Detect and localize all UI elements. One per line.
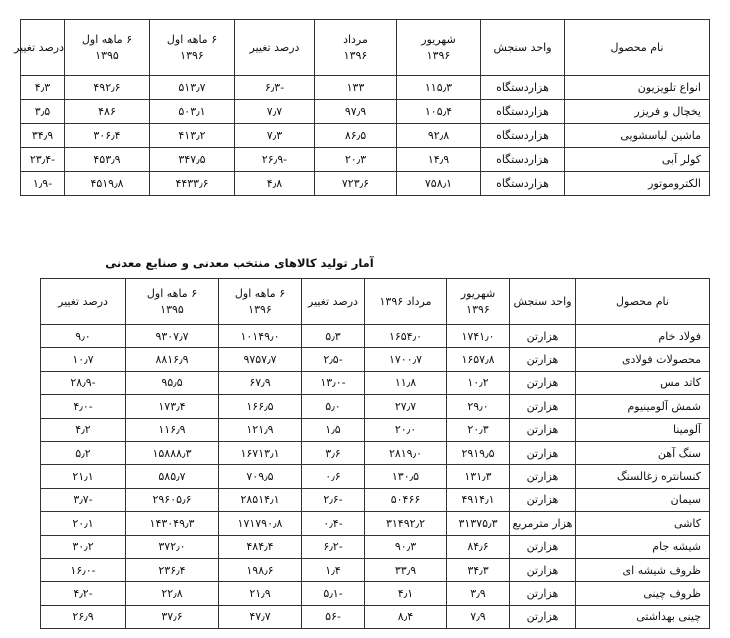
cell-change-six-month: ۹٫۰ [41,325,126,348]
cell-mordad: ۴٫۱ [365,582,447,605]
cell-six-month-1395: ۴۹۲٫۶ [65,76,150,100]
cell-change-six-month: ۱۰٫۷ [41,348,126,371]
cell-six-month-1396: ۳۴۷٫۵ [150,148,235,172]
header-line: ۱۳۹۶ [248,302,272,316]
cell-six-month-1396: ۴۴۳۳٫۶ [150,172,235,196]
cell-mordad: ۱۶۵۴٫۰ [365,325,447,348]
cell-mordad: ۲۰٫۳ [315,148,397,172]
cell-six-month-1396: ۱۹۸٫۶ [219,558,302,581]
cell-shahrivar: ۴۹۱۴٫۱ [447,488,510,511]
table-row [41,348,710,371]
header-line: ۱۳۹۶ [466,302,490,316]
table-row [41,371,710,394]
header-line: شهریور [421,32,456,46]
cell-change-six-month: -۲۳٫۴ [21,148,65,172]
cell-change-monthly: -۲٫۶ [302,488,365,511]
cell-mordad: ۱۳۰٫۵ [365,465,447,488]
header-unit: واحد سنجش [481,20,565,76]
cell-six-month-1396: ۲۱٫۹ [219,582,302,605]
cell-mordad: ۵۰۴۶۶ [365,488,447,511]
cell-product-name: محصولات فولادی [576,348,710,371]
cell-shahrivar: ۳٫۹ [447,582,510,605]
table-row [41,605,710,628]
cell-shahrivar: ۱۱۵٫۳ [397,76,481,100]
cell-change-monthly: ۷٫۳ [235,124,315,148]
cell-six-month-1396: ۱۶۷۱۳٫۱ [219,441,302,464]
cell-change-monthly: ۷٫۷ [235,100,315,124]
cell-six-month-1395: ۲۲٫۸ [126,582,219,605]
table-header-row [41,279,710,325]
cell-shahrivar: ۸۴٫۶ [447,535,510,558]
cell-product-name: شیشه جام [576,535,710,558]
cell-shahrivar: ۱۷۴۱٫۰ [447,325,510,348]
cell-shahrivar: ۱۶۵۷٫۸ [447,348,510,371]
cell-mordad: ۲۰٫۰ [365,418,447,441]
header-line: ۱۳۹۶ [180,48,204,62]
cell-six-month-1396: ۵۰۳٫۱ [150,100,235,124]
header-line: ۱۳۹۵ [160,302,184,316]
cell-change-six-month: -۴٫۲ [41,582,126,605]
cell-change-six-month: -۲۸٫۹ [41,371,126,394]
header-six-month-1396 [150,20,235,76]
header-six-month-1395 [65,20,150,76]
cell-shahrivar: ۱۰۵٫۴ [397,100,481,124]
cell-mordad: ۳۳٫۹ [365,558,447,581]
cell-six-month-1396: ۱۰۱۴۹٫۰ [219,325,302,348]
cell-change-six-month: ۴٫۲ [41,418,126,441]
cell-change-monthly: -۵٫۱ [302,582,365,605]
header-mordad [315,20,397,76]
cell-change-six-month: ۴٫۳ [21,76,65,100]
cell-unit: هزارتن [510,465,576,488]
cell-six-month-1396: ۱۶۶٫۵ [219,395,302,418]
header-change-monthly: درصد تغییر [235,20,315,76]
cell-change-monthly: -۶٫۳ [235,76,315,100]
cell-six-month-1395: ۸۸۱۶٫۹ [126,348,219,371]
cell-mordad: ۲۷٫۷ [365,395,447,418]
cell-product-name: شمش آلومینیوم [576,395,710,418]
header-line: ۶ ماهه اول [146,286,198,300]
cell-unit: هزاردستگاه [481,172,565,196]
header-line: شهریور [460,286,496,300]
cell-change-monthly: -۵۶ [302,605,365,628]
cell-change-six-month: -۳٫۷ [41,488,126,511]
cell-six-month-1395: ۲۹۶۰۵٫۶ [126,488,219,511]
cell-mordad: ۱۱٫۸ [365,371,447,394]
cell-product-name: سیمان [576,488,710,511]
cell-six-month-1396: ۲۸۵۱۴٫۱ [219,488,302,511]
cell-change-six-month: -۴٫۰ [41,395,126,418]
cell-unit: هزارتن [510,605,576,628]
header-product-name: نام محصول [565,20,710,76]
cell-six-month-1395: ۴۵۱۹٫۸ [65,172,150,196]
cell-product-name: ماشین لباسشویی [565,124,710,148]
cell-change-monthly: -۰٫۴ [302,512,365,535]
cell-mordad: ۹۰٫۳ [365,535,447,558]
cell-mordad: ۲۸۱۹٫۰ [365,441,447,464]
cell-change-six-month: -۱۶٫۰ [41,558,126,581]
cell-unit: هزار مترمربع [510,512,576,535]
cell-unit: هزاردستگاه [481,100,565,124]
table-row [41,512,710,535]
cell-change-six-month: ۲۰٫۱ [41,512,126,535]
cell-six-month-1396: ۴۷٫۷ [219,605,302,628]
header-line: ۶ ماهه اول [234,286,286,300]
cell-product-name: ظروف شیشه ای [576,558,710,581]
cell-change-monthly: -۱۳٫۰ [302,371,365,394]
table-row [21,148,710,172]
cell-shahrivar: ۷۵۸٫۱ [397,172,481,196]
cell-unit: هزارتن [510,325,576,348]
table-row [21,100,710,124]
cell-six-month-1395: ۳۷٫۶ [126,605,219,628]
cell-change-monthly: ۱٫۵ [302,418,365,441]
cell-unit: هزارتن [510,395,576,418]
cell-change-six-month: ۵٫۲ [41,441,126,464]
cell-change-six-month: ۳۰٫۲ [41,535,126,558]
cell-change-monthly: ۴٫۸ [235,172,315,196]
table-row [41,558,710,581]
cell-six-month-1395: ۵۸۵٫۷ [126,465,219,488]
cell-six-month-1396: ۱۲۱٫۹ [219,418,302,441]
cell-product-name: کاتد مس [576,371,710,394]
cell-shahrivar: ۲۹۱۹٫۵ [447,441,510,464]
cell-product-name: سنگ آهن [576,441,710,464]
cell-six-month-1396: ۱۷۱۷۹۰٫۸ [219,512,302,535]
table2-title: آمار تولید کالاهای منتخب معدنی و صنایع معدنی [105,256,374,270]
cell-six-month-1395: ۱۴۳۰۴۹٫۳ [126,512,219,535]
cell-mordad: ۹۷٫۹ [315,100,397,124]
cell-unit: هزاردستگاه [481,124,565,148]
cell-mordad: ۸٫۴ [365,605,447,628]
header-line: ۶ ماهه اول [81,32,133,46]
table-row [21,76,710,100]
cell-change-monthly: ۵٫۳ [302,325,365,348]
table-row [41,535,710,558]
table-row [21,172,710,196]
header-product-name: نام محصول [576,279,710,325]
header-line: ۱۳۹۵ [95,48,119,62]
cell-mordad: ۷۲۳٫۶ [315,172,397,196]
cell-change-six-month: ۲۱٫۱ [41,465,126,488]
cell-mordad: ۸۶٫۵ [315,124,397,148]
cell-six-month-1396: ۴۸۴٫۴ [219,535,302,558]
cell-change-monthly: -۲۶٫۹ [235,148,315,172]
table-row [41,582,710,605]
cell-six-month-1396: ۹۷۵۷٫۷ [219,348,302,371]
cell-change-monthly: -۲٫۵ [302,348,365,371]
cell-change-monthly: ۱٫۴ [302,558,365,581]
header-shahrivar [397,20,481,76]
cell-product-name: یخچال و فریزر [565,100,710,124]
cell-six-month-1396: ۵۱۳٫۷ [150,76,235,100]
cell-shahrivar: ۳۱۳۷۵٫۳ [447,512,510,535]
header-six-month-1395 [126,279,219,325]
cell-six-month-1396: ۶۷٫۹ [219,371,302,394]
cell-product-name: چینی بهداشتی [576,605,710,628]
cell-change-monthly: -۶٫۲ [302,535,365,558]
table-row [41,465,710,488]
table-row [41,441,710,464]
cell-product-name: کنسانتره زغالسنگ [576,465,710,488]
cell-product-name: الکتروموتور [565,172,710,196]
cell-unit: هزارتن [510,582,576,605]
cell-mordad: ۱۷۰۰٫۷ [365,348,447,371]
cell-shahrivar: ۱۰٫۲ [447,371,510,394]
cell-change-monthly: ۵٫۰ [302,395,365,418]
cell-unit: هزارتن [510,488,576,511]
product-table-minerals [40,278,710,629]
table-row [41,488,710,511]
cell-unit: هزارتن [510,371,576,394]
cell-product-name: انواع تلویزیون [565,76,710,100]
header-shahrivar [447,279,510,325]
cell-shahrivar: ۱۳۱٫۳ [447,465,510,488]
cell-unit: هزارتن [510,558,576,581]
table-row [41,395,710,418]
header-line: ۱۳۹۶ [426,48,451,62]
cell-shahrivar: ۱۴٫۹ [397,148,481,172]
table2-body [41,325,710,629]
header-change-monthly: درصد تغییر [302,279,365,325]
cell-shahrivar: ۲۰٫۳ [447,418,510,441]
cell-six-month-1395: ۳۷۲٫۰ [126,535,219,558]
cell-change-six-month: ۳٫۵ [21,100,65,124]
cell-shahrivar: ۹۲٫۸ [397,124,481,148]
cell-mordad: ۳۱۴۹۲٫۲ [365,512,447,535]
cell-six-month-1395: ۴۸۶ [65,100,150,124]
cell-shahrivar: ۳۴٫۳ [447,558,510,581]
cell-change-six-month: -۱٫۹ [21,172,65,196]
cell-unit: هزاردستگاه [481,148,565,172]
header-line: ۶ ماهه اول [166,32,218,46]
cell-product-name: فولاد خام [576,325,710,348]
cell-unit: هزارتن [510,535,576,558]
cell-six-month-1395: ۴۵۳٫۹ [65,148,150,172]
table-row [41,325,710,348]
cell-unit: هزارتن [510,441,576,464]
cell-product-name: کاشی [576,512,710,535]
header-unit: واحد سنجش [510,279,576,325]
cell-unit: هزارتن [510,348,576,371]
cell-shahrivar: ۷٫۹ [447,605,510,628]
header-change-six-month: درصد تغییر [21,20,65,76]
header-change-six-month: درصد تغییر [41,279,126,325]
header-mordad: مرداد ۱۳۹۶ [365,279,447,325]
header-line: ۱۳۹۶ [343,48,368,62]
cell-six-month-1395: ۱۱۶٫۹ [126,418,219,441]
cell-unit: هزاردستگاه [481,76,565,100]
cell-change-monthly: ۳٫۶ [302,441,365,464]
table-row [21,124,710,148]
cell-unit: هزارتن [510,418,576,441]
cell-six-month-1395: ۲۳۶٫۴ [126,558,219,581]
header-line: مرداد [343,32,368,46]
cell-six-month-1395: ۱۷۳٫۴ [126,395,219,418]
table-row [41,418,710,441]
cell-change-six-month: ۲۶٫۹ [41,605,126,628]
cell-six-month-1395: ۱۵۸۸۸٫۳ [126,441,219,464]
cell-six-month-1395: ۳۰۶٫۴ [65,124,150,148]
cell-six-month-1396: ۴۱۳٫۲ [150,124,235,148]
table1-body [21,76,710,196]
cell-change-six-month: ۳۴٫۹ [21,124,65,148]
cell-shahrivar: ۲۹٫۰ [447,395,510,418]
product-table-appliances [14,19,710,196]
cell-six-month-1395: ۹۳۰۷٫۷ [126,325,219,348]
cell-mordad: ۱۳۳ [315,76,397,100]
cell-product-name: کولر آبی [565,148,710,172]
table-header-row [21,20,710,76]
cell-six-month-1395: ۹۵٫۵ [126,371,219,394]
cell-product-name: آلومینا [576,418,710,441]
cell-product-name: ظروف چینی [576,582,710,605]
header-six-month-1396 [219,279,302,325]
cell-six-month-1396: ۷۰۹٫۵ [219,465,302,488]
cell-change-monthly: ۰٫۶ [302,465,365,488]
